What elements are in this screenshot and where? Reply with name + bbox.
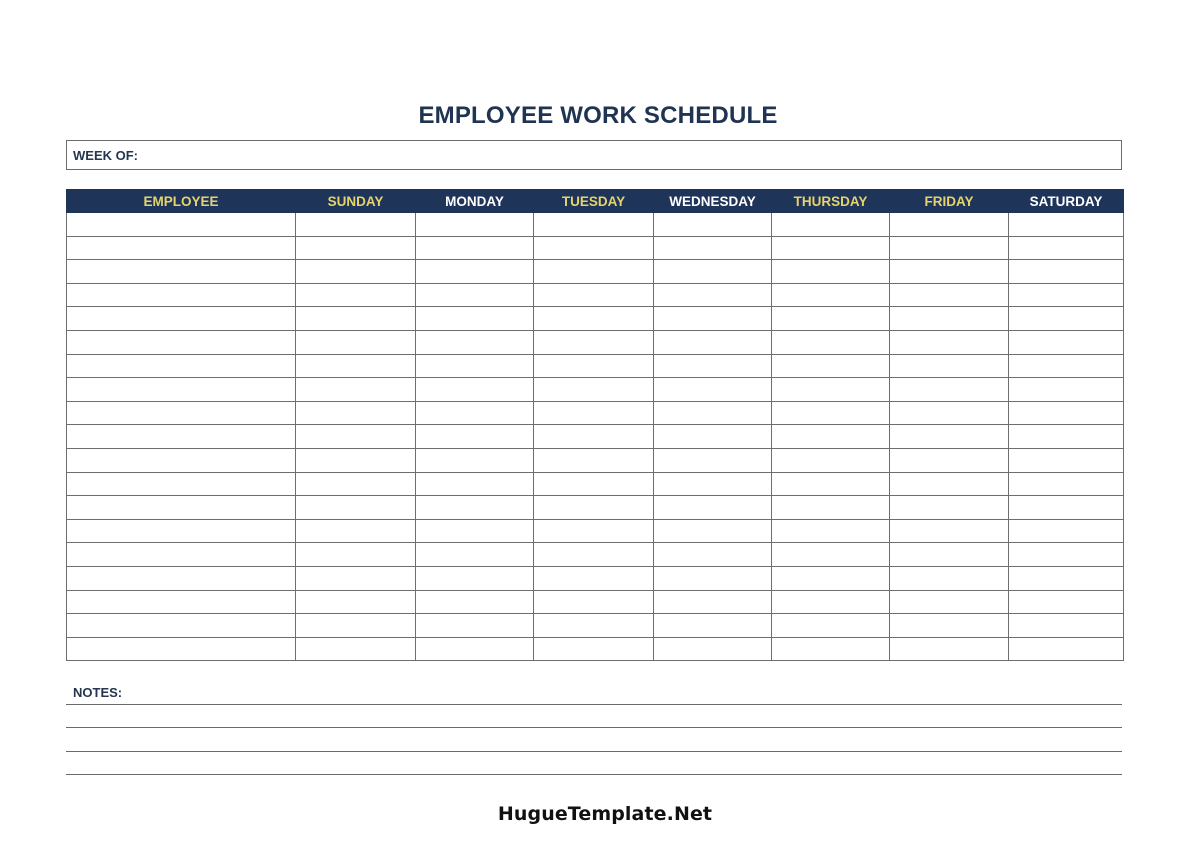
table-row (67, 283, 1124, 307)
schedule-cell-wednesday[interactable] (654, 401, 772, 425)
column-header-sunday: SUNDAY (296, 190, 416, 213)
table-row (67, 614, 1124, 638)
schedule-cell-employee[interactable] (67, 637, 296, 661)
schedule-cell-monday[interactable] (416, 543, 534, 567)
schedule-cell-friday[interactable] (890, 472, 1009, 496)
schedule-cell-saturday[interactable] (1009, 307, 1124, 331)
schedule-cell-wednesday[interactable] (654, 519, 772, 543)
schedule-cell-friday[interactable] (890, 378, 1009, 402)
schedule-cell-thursday[interactable] (772, 519, 890, 543)
schedule-cell-friday[interactable] (890, 519, 1009, 543)
schedule-cell-friday[interactable] (890, 496, 1009, 520)
table-row (67, 401, 1124, 425)
footer-brand: HugueTemplate.Net (497, 803, 713, 825)
schedule-cell-monday[interactable] (416, 448, 534, 472)
schedule-cell-employee[interactable] (67, 236, 296, 260)
column-header-monday: MONDAY (416, 190, 534, 213)
schedule-cell-sunday[interactable] (296, 472, 416, 496)
schedule-cell-wednesday[interactable] (654, 260, 772, 284)
schedule-cell-tuesday[interactable] (534, 307, 654, 331)
schedule-cell-employee[interactable] (67, 472, 296, 496)
schedule-cell-saturday[interactable] (1009, 260, 1124, 284)
schedule-cell-tuesday[interactable] (534, 330, 654, 354)
schedule-cell-monday[interactable] (416, 425, 534, 449)
schedule-cell-employee[interactable] (67, 260, 296, 284)
table-row (67, 519, 1124, 543)
schedule-cell-sunday[interactable] (296, 590, 416, 614)
schedule-cell-sunday[interactable] (296, 543, 416, 567)
schedule-cell-thursday[interactable] (772, 448, 890, 472)
table-row (67, 425, 1124, 449)
schedule-cell-monday[interactable] (416, 637, 534, 661)
schedule-cell-wednesday[interactable] (654, 496, 772, 520)
schedule-cell-friday[interactable] (890, 283, 1009, 307)
schedule-cell-thursday[interactable] (772, 330, 890, 354)
schedule-cell-thursday[interactable] (772, 590, 890, 614)
week-of-field[interactable] (66, 140, 1122, 170)
schedule-cell-thursday[interactable] (772, 283, 890, 307)
schedule-cell-tuesday[interactable] (534, 401, 654, 425)
schedule-cell-saturday[interactable] (1009, 472, 1124, 496)
schedule-cell-saturday[interactable] (1009, 236, 1124, 260)
schedule-cell-wednesday[interactable] (654, 543, 772, 567)
schedule-cell-thursday[interactable] (772, 614, 890, 638)
schedule-cell-saturday[interactable] (1009, 283, 1124, 307)
schedule-cell-employee[interactable] (67, 519, 296, 543)
schedule-cell-sunday[interactable] (296, 378, 416, 402)
schedule-cell-friday[interactable] (890, 213, 1009, 237)
schedule-cell-wednesday[interactable] (654, 566, 772, 590)
schedule-cell-thursday[interactable] (772, 378, 890, 402)
schedule-cell-thursday[interactable] (772, 354, 890, 378)
table-row (67, 590, 1124, 614)
schedule-cell-sunday[interactable] (296, 614, 416, 638)
schedule-cell-thursday[interactable] (772, 637, 890, 661)
schedule-cell-friday[interactable] (890, 614, 1009, 638)
schedule-cell-thursday[interactable] (772, 401, 890, 425)
column-header-friday: FRIDAY (890, 190, 1009, 213)
note-line[interactable] (66, 704, 1122, 705)
schedule-cell-sunday[interactable] (296, 330, 416, 354)
column-header-thursday: THURSDAY (772, 190, 890, 213)
schedule-cell-wednesday[interactable] (654, 307, 772, 331)
schedule-cell-wednesday[interactable] (654, 283, 772, 307)
schedule-cell-monday[interactable] (416, 472, 534, 496)
table-row (67, 496, 1124, 520)
schedule-cell-thursday[interactable] (772, 307, 890, 331)
table-row (67, 330, 1124, 354)
schedule-cell-saturday[interactable] (1009, 637, 1124, 661)
schedule-cell-tuesday[interactable] (534, 496, 654, 520)
schedule-cell-sunday[interactable] (296, 637, 416, 661)
table-row (67, 448, 1124, 472)
schedule-cell-monday[interactable] (416, 566, 534, 590)
schedule-cell-saturday[interactable] (1009, 496, 1124, 520)
schedule-cell-tuesday[interactable] (534, 283, 654, 307)
schedule-cell-wednesday[interactable] (654, 378, 772, 402)
schedule-cell-monday[interactable] (416, 519, 534, 543)
column-header-employee: EMPLOYEE (67, 190, 296, 213)
table-row (67, 260, 1124, 284)
schedule-cell-friday[interactable] (890, 543, 1009, 567)
schedule-cell-thursday[interactable] (772, 236, 890, 260)
schedule-cell-friday[interactable] (890, 330, 1009, 354)
schedule-cell-tuesday[interactable] (534, 425, 654, 449)
schedule-cell-friday[interactable] (890, 401, 1009, 425)
schedule-cell-employee[interactable] (67, 213, 296, 237)
note-line[interactable] (66, 774, 1122, 775)
schedule-cell-saturday[interactable] (1009, 614, 1124, 638)
schedule-cell-saturday[interactable] (1009, 566, 1124, 590)
schedule-cell-monday[interactable] (416, 260, 534, 284)
table-row (67, 472, 1124, 496)
schedule-cell-sunday[interactable] (296, 566, 416, 590)
schedule-cell-saturday[interactable] (1009, 330, 1124, 354)
schedule-cell-friday[interactable] (890, 448, 1009, 472)
schedule-cell-saturday[interactable] (1009, 213, 1124, 237)
column-header-tuesday: TUESDAY (534, 190, 654, 213)
table-row (67, 213, 1124, 237)
schedule-cell-tuesday[interactable] (534, 236, 654, 260)
table-row (67, 637, 1124, 661)
schedule-cell-sunday[interactable] (296, 519, 416, 543)
table-row (67, 566, 1124, 590)
schedule-cell-monday[interactable] (416, 401, 534, 425)
schedule-cell-saturday[interactable] (1009, 519, 1124, 543)
schedule-cell-monday[interactable] (416, 283, 534, 307)
schedule-cell-monday[interactable] (416, 236, 534, 260)
schedule-cell-wednesday[interactable] (654, 590, 772, 614)
table-row (67, 354, 1124, 378)
table-row (67, 543, 1124, 567)
schedule-cell-sunday[interactable] (296, 401, 416, 425)
note-line[interactable] (66, 727, 1122, 728)
schedule-cell-sunday[interactable] (296, 283, 416, 307)
schedule-cell-friday[interactable] (890, 566, 1009, 590)
schedule-cell-tuesday[interactable] (534, 378, 654, 402)
schedule-cell-friday[interactable] (890, 425, 1009, 449)
schedule-cell-sunday[interactable] (296, 354, 416, 378)
schedule-cell-tuesday[interactable] (534, 472, 654, 496)
schedule-cell-wednesday[interactable] (654, 448, 772, 472)
schedule-cell-saturday[interactable] (1009, 543, 1124, 567)
schedule-cell-employee[interactable] (67, 401, 296, 425)
schedule-header-row (67, 190, 1124, 213)
schedule-cell-employee[interactable] (67, 614, 296, 638)
schedule-cell-wednesday[interactable] (654, 236, 772, 260)
schedule-cell-employee[interactable] (67, 590, 296, 614)
schedule-cell-saturday[interactable] (1009, 378, 1124, 402)
schedule-cell-tuesday[interactable] (534, 448, 654, 472)
schedule-cell-thursday[interactable] (772, 260, 890, 284)
schedule-cell-employee[interactable] (67, 448, 296, 472)
schedule-cell-monday[interactable] (416, 330, 534, 354)
schedule-cell-wednesday[interactable] (654, 472, 772, 496)
table-row (67, 378, 1124, 402)
schedule-cell-tuesday[interactable] (534, 637, 654, 661)
schedule-cell-employee[interactable] (67, 283, 296, 307)
schedule-cell-saturday[interactable] (1009, 590, 1124, 614)
schedule-cell-friday[interactable] (890, 236, 1009, 260)
schedule-cell-thursday[interactable] (772, 472, 890, 496)
schedule-cell-wednesday[interactable] (654, 425, 772, 449)
week-of-label: WEEK OF: (73, 148, 138, 163)
schedule-cell-tuesday[interactable] (534, 519, 654, 543)
schedule-cell-employee[interactable] (67, 330, 296, 354)
schedule-cell-sunday[interactable] (296, 307, 416, 331)
schedule-cell-employee[interactable] (67, 566, 296, 590)
schedule-cell-tuesday[interactable] (534, 213, 654, 237)
table-row (67, 307, 1124, 331)
schedule-cell-thursday[interactable] (772, 496, 890, 520)
column-header-wednesday: WEDNESDAY (654, 190, 772, 213)
schedule-cell-sunday[interactable] (296, 425, 416, 449)
schedule-cell-sunday[interactable] (296, 213, 416, 237)
schedule-cell-tuesday[interactable] (534, 543, 654, 567)
schedule-cell-tuesday[interactable] (534, 614, 654, 638)
schedule-cell-employee[interactable] (67, 378, 296, 402)
schedule-cell-monday[interactable] (416, 614, 534, 638)
schedule-cell-friday[interactable] (890, 637, 1009, 661)
schedule-cell-monday[interactable] (416, 354, 534, 378)
schedule-cell-saturday[interactable] (1009, 425, 1124, 449)
schedule-cell-sunday[interactable] (296, 236, 416, 260)
schedule-cell-employee[interactable] (67, 425, 296, 449)
schedule-cell-sunday[interactable] (296, 448, 416, 472)
schedule-cell-wednesday[interactable] (654, 213, 772, 237)
schedule-cell-employee[interactable] (67, 496, 296, 520)
schedule-cell-employee[interactable] (67, 307, 296, 331)
schedule-cell-friday[interactable] (890, 354, 1009, 378)
schedule-cell-sunday[interactable] (296, 260, 416, 284)
schedule-cell-thursday[interactable] (772, 566, 890, 590)
schedule-cell-monday[interactable] (416, 307, 534, 331)
schedule-cell-wednesday[interactable] (654, 354, 772, 378)
schedule-cell-friday[interactable] (890, 590, 1009, 614)
schedule-cell-employee[interactable] (67, 543, 296, 567)
schedule-cell-monday[interactable] (416, 590, 534, 614)
schedule-cell-saturday[interactable] (1009, 354, 1124, 378)
notes-label: NOTES: (73, 685, 123, 700)
schedule-cell-monday[interactable] (416, 378, 534, 402)
schedule-cell-thursday[interactable] (772, 213, 890, 237)
schedule-cell-thursday[interactable] (772, 543, 890, 567)
schedule-cell-friday[interactable] (890, 260, 1009, 284)
schedule-cell-tuesday[interactable] (534, 590, 654, 614)
schedule-cell-sunday[interactable] (296, 496, 416, 520)
note-line[interactable] (66, 751, 1122, 752)
schedule-cell-thursday[interactable] (772, 425, 890, 449)
schedule-cell-wednesday[interactable] (654, 637, 772, 661)
schedule-cell-friday[interactable] (890, 307, 1009, 331)
schedule-cell-wednesday[interactable] (654, 614, 772, 638)
schedule-cell-employee[interactable] (67, 354, 296, 378)
schedule-cell-monday[interactable] (416, 213, 534, 237)
table-row (67, 236, 1124, 260)
schedule-cell-tuesday[interactable] (534, 260, 654, 284)
page-title: EMPLOYEE WORK SCHEDULE (418, 102, 778, 129)
schedule-cell-monday[interactable] (416, 496, 534, 520)
schedule-cell-wednesday[interactable] (654, 330, 772, 354)
schedule-cell-tuesday[interactable] (534, 354, 654, 378)
schedule-table (66, 189, 1124, 661)
column-header-saturday: SATURDAY (1009, 190, 1124, 213)
schedule-cell-tuesday[interactable] (534, 566, 654, 590)
schedule-cell-saturday[interactable] (1009, 448, 1124, 472)
schedule-cell-saturday[interactable] (1009, 401, 1124, 425)
